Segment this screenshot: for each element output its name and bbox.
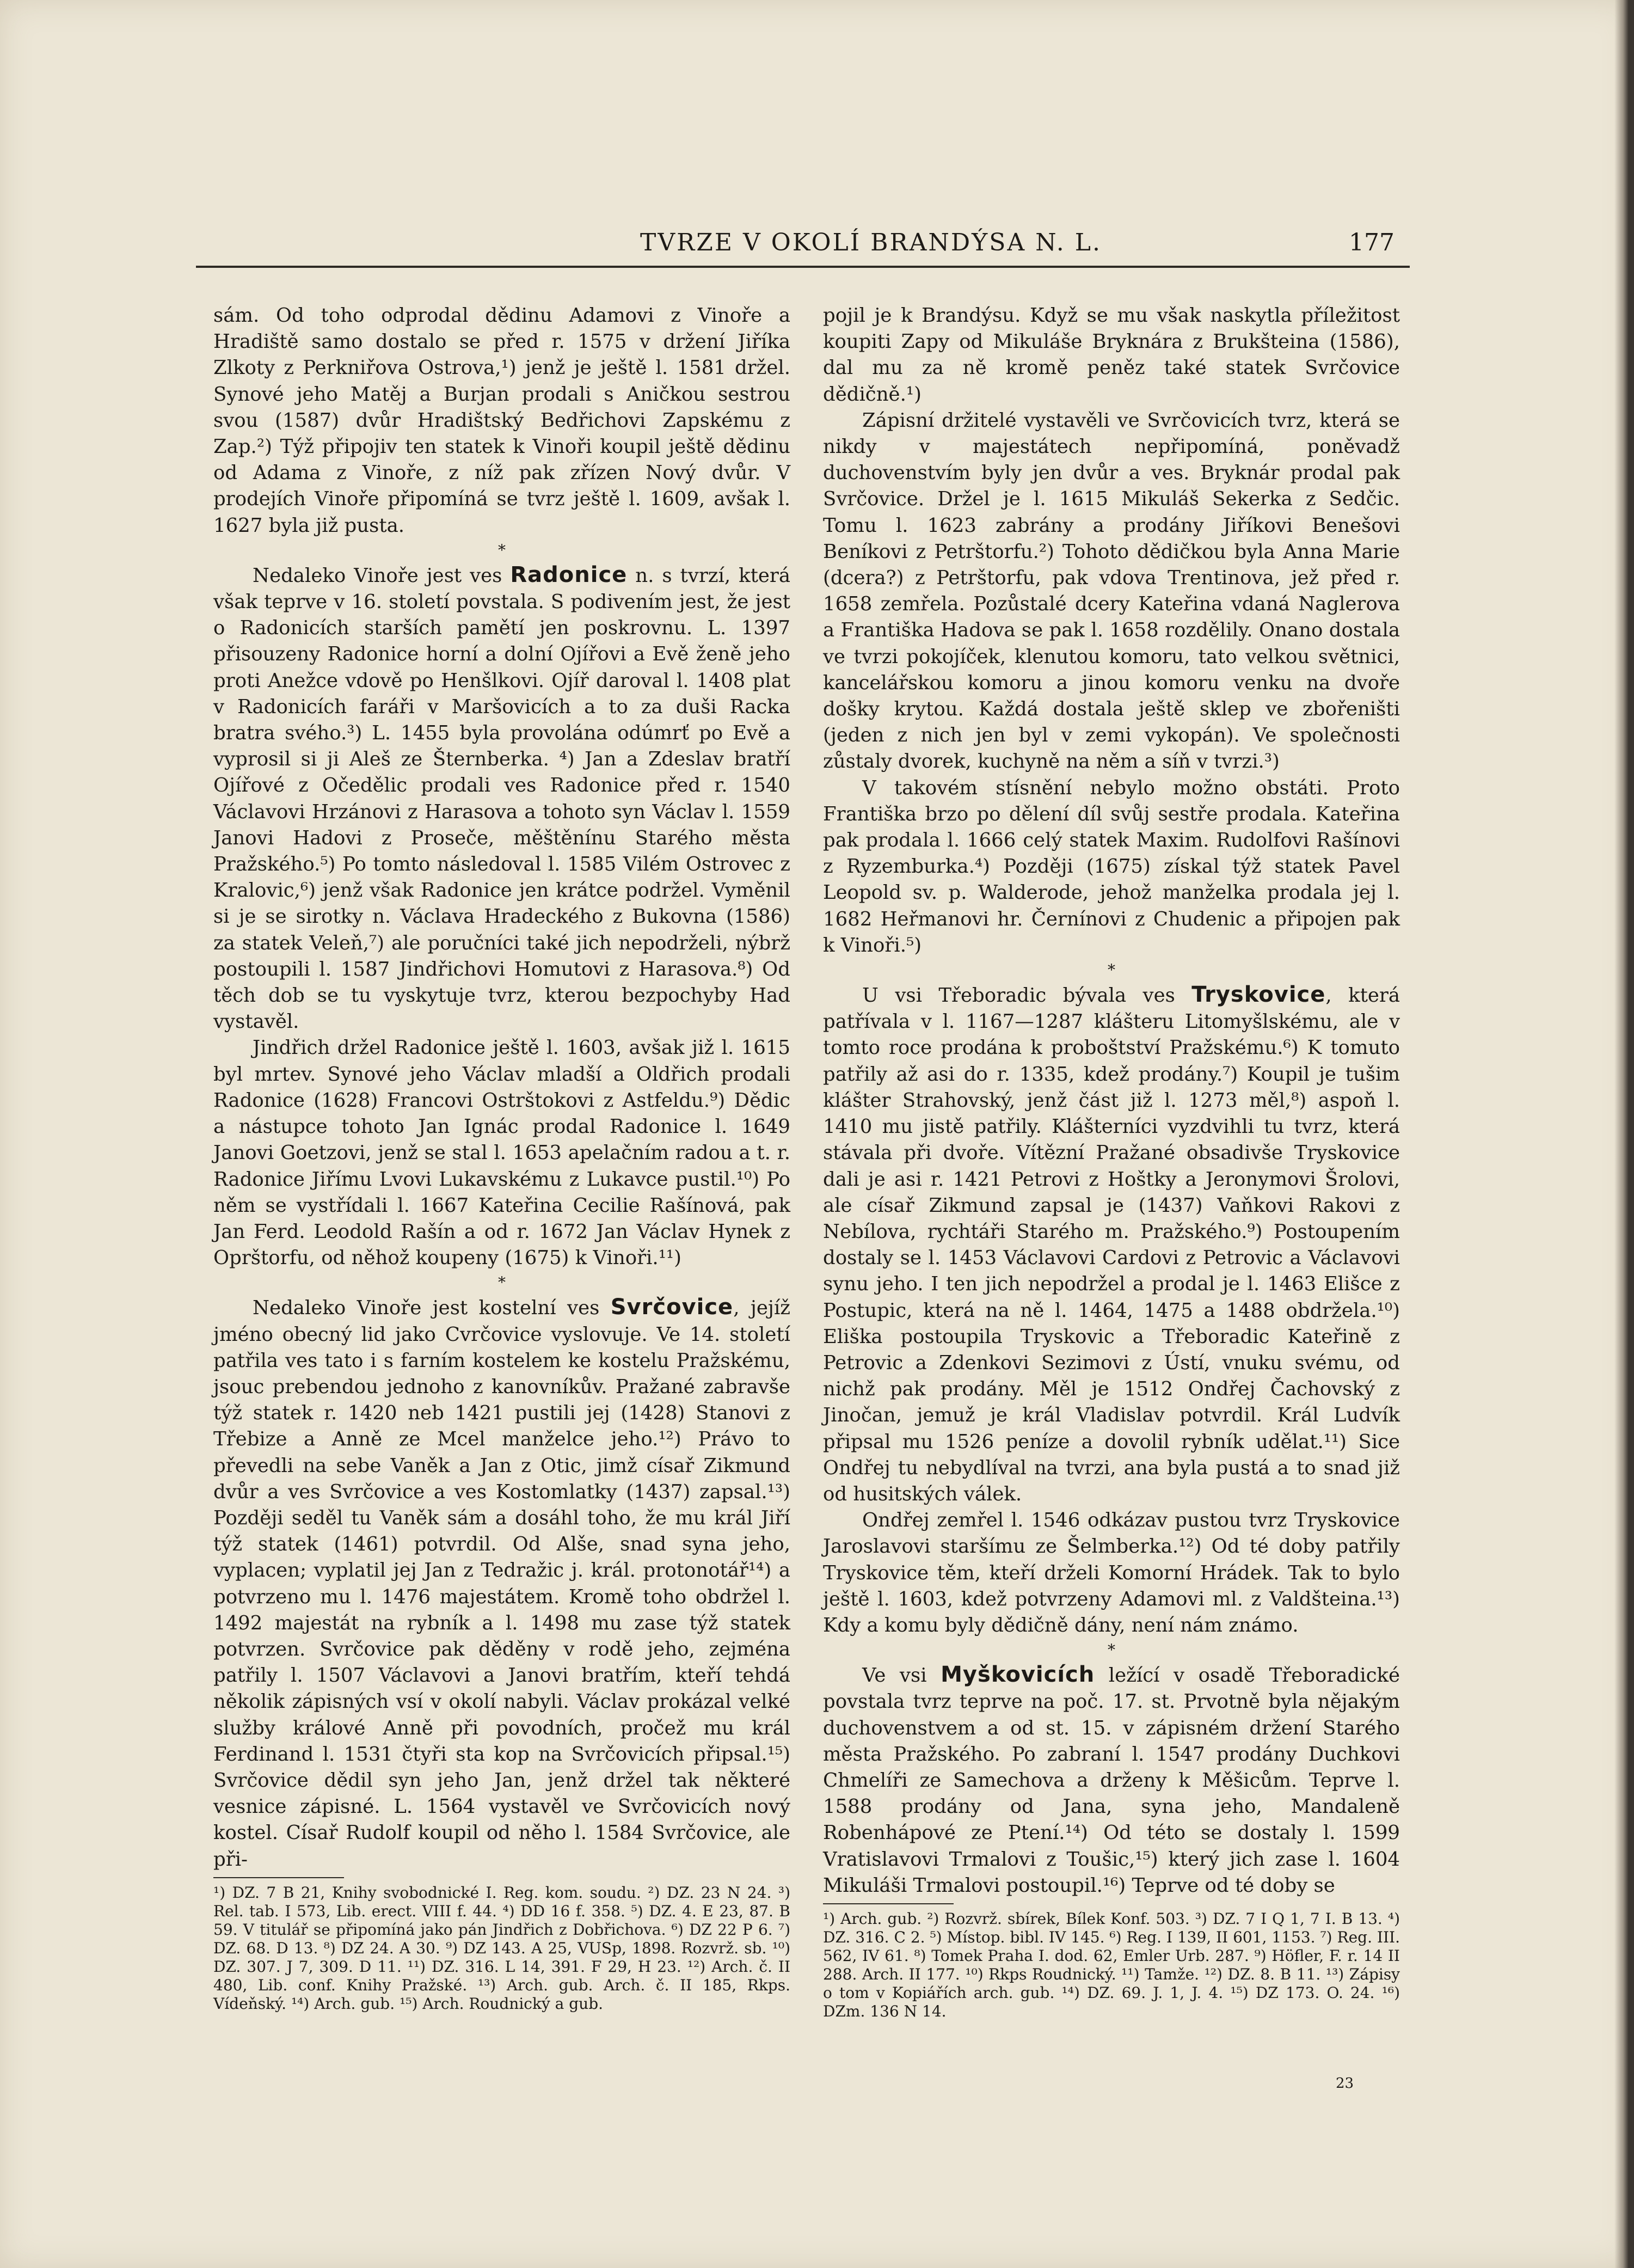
text: Ve vsi [862,1664,941,1687]
text: U vsi Třeboradic bývala ves [862,984,1192,1007]
right-column [823,303,1400,2021]
section-separator: * [1108,1641,1115,1659]
footnotes: ¹) DZ. 7 B 21, Knihy svobodnické I. Reg. kom. soudu. ²) DZ. 23 N 24. ³) Rel. tab. I 573, Lib. erect. VIII f. 44. ⁴) DD 16 f. 358. ⁵) DZ. 4. E 23, 87. B 59. V titulář se připomíná jako pán Jindřich z Dobřichova. ⁶) DZ 22 P 6. ⁷) DZ. 68. D 13. ⁸) DZ 24. A 30. ⁹) DZ 143. A 25, VUSp, 1898. Rozvrž. sb. ¹⁰) DZ. 307. J 7, 309. D 11. ¹¹) DZ. 316. L 14, 391. F 29, H 23. ¹²) Arch. č. II 480, Lib. conf. Knihy Pražské. ¹³) Arch. gub. Arch. č. II 185, Rkps. Vídeňský. ¹⁴) Arch. gub. ¹⁵) Arch. Roudnický a gub. [213,1883,790,2013]
paragraph: Zápisní držitelé vystavěli ve Svrčovicích tvrz, která se nikdy v majestátech nepřipomíná, poněvadž duchovenstvím byly jen dvůr a ves. Bryknár prodal pak Svrčovice. Držel je l. 1615 Mikuláš Sekerka z Sedčic. Tomu l. 1623 zabrány a prodány Jiříkovi Benešovi Beníkovi z Petrštorfu.²) Tohoto dědičkou byla Anna Marie (dcera?) z Petrštorfu, pak vdova Trentinova, jež před r. 1658 zemřela. Pozůstalé dcery Kateřina vdaná Naglerova a Františka Hadova se pak l. 1658 rozdělily. Onano dostala ve tvrzi pokojíček, klenutou komoru, tato velkou světnici, kancelářskou komoru a jinou komoru venku na dvoře došky krytou. Každá dostala ještě sklep ve zbořeništi (jeden z nich jen byl v zemi vykopán). Ve společnosti zůstaly dvorek, kuchyně na něm a síň v tvrzi.³) [823,409,1400,773]
book-spine-edge [1614,0,1634,2268]
paragraph [213,562,790,1035]
section-separator: * [498,541,506,559]
section-separator: * [1108,961,1115,979]
header-rule [196,266,1410,268]
section-heading-tryskovice: Tryskovice [1191,982,1326,1008]
running-title: TVRZE V OKOLÍ BRANDÝSA N. L. [640,229,1102,256]
paragraph: Ondřej zemřel l. 1546 odkázav pustou tvrz Tryskovice Jaroslavovi staršímu ze Šelmberka.¹²) Od té doby patřily Tryskovice těm, kteří drželi Komorní Hrádek. Tak to bylo ještě l. 1603, kdež potvrzeny Adamovi ml. z Valdšteina.¹³) Kdy a komu byly dědičně dány, není nám známo. [823,1509,1400,1636]
text: n. s tvrzí, která však teprve v 16. století povstala. S podivením jest, že jest o Radonicích starších pamětí jen poskrovnu. L. 1397 přisouzeny Radonice horní a dolní Ojířovi a Evě ženě jeho proti Anežce vdově po Henšlkovi. Ojíř daroval l. 1408 plat v Radonicích faráři v Maršovicích a to za duši Racka bratra svého.³) L. 1455 byla provolána odúmrť po Evě a vyprosil si ji Aleš ze Šternberka. ⁴) Jan a Zdeslav bratří Ojířové z Očedělic prodali ves Radonice před r. 1540 Václavovi Hrzánovi z Harasova a tohoto syn Václav l. 1559 Janovi Hadovi z Proseče, měštěnínu Starého města Pražského.⁵) Po tomto následoval l. 1585 Vilém Ostrovec z Kralovic,⁶) jenž však Radonice jen krátce podržel. Vyměnil si je se sirotky n. Václava Hradeckého z Bukovna (1586) za statek Veleň,⁷) ale poručníci také jich nepodrželi, nýbrž postoupili l. 1587 Jindřichovi Homutovi z Harasova.⁸) Od těch dob se tu vyskytuje tvrz, kterou bezpochyby Had vystavěl. [213,564,790,1033]
page-number: 177 [1349,229,1395,256]
text: , která patřívala v l. 1167—1287 klášteru Litomyšlskému, ale v tomto roce prodána k proboštství Pražskému.⁶) K tomuto patřily až asi do r. 1335, kdež prodány.⁷) Koupil je tušim klášter Strahovský, jenž část již l. 1273 měl,⁸) aspoň l. 1410 mu jistě patřily. Klášterníci vyzdvihli tu tvrz, která stávala při dvoře. Vítězní Pražané obsadivše Tryskovice dali je asi r. 1421 Petrovi z Hoštky a Jeronymovi Šrolovi, ale císař Zikmund zapsal je (1437) Vaňkovi Rakovi z Nebílova, rychtáři Starého m. Pražského.⁹) Postoupením dostaly se l. 1453 Václavovi Cardovi z Petrovic a Václavovi synu jeho. I ten jich nepodržel a prodal je l. 1463 Elišce z Postupic, která na ně l. 1464, 1475 a 1488 obdržela.¹⁰) Eliška postoupila Tryskovic a Třeboradic Kateřině z Petrovic a Zdenkovi Sezimovi z Ústí, vnuku svému, od nichž pak prodány. Měl je 1512 Ondřej Čachovský z Jinočan, jemuž je král Vladislav potvrdil. Král Ludvík připsal mu 1526 peníze a dovolil rybník udělat.¹¹) Sice Ondřej tu nebydlíval na tvrzi, ana byla pustá a to snad již od husitských válek. [823,984,1400,1505]
section-heading-svrcovice: Svrčovice [610,1295,734,1320]
paragraph [213,1294,790,1872]
printer-signature-mark: 23 [1336,2075,1354,2092]
left-column [213,303,790,2013]
section-separator: * [498,1273,506,1292]
section-heading-myskovicich: Myškovicích [941,1662,1095,1688]
text: Nedaleko Vinoře jest kostelní ves [253,1297,611,1320]
footnote-rule [823,1903,954,1904]
paragraph: pojil je k Brandýsu. Když se mu však naskytla příležitost koupiti Zapy od Mikuláše Bryknára z Brukšteina (1586), dal mu za ně kromě peněz také statek Svrčovice dědičně.¹) [823,304,1400,406]
paragraph: V takovém stísnění nebylo možno obstáti. Proto Františka brzo po dělení díl svůj sestře prodala. Kateřina pak prodala l. 1666 celý statek Maxim. Rudolfovi Rašínovi z Ryzemburka.⁴) Později (1675) získal týž statek Pavel Leopold sv. p. Walderode, jehož manželka prodala jej l. 1682 Heřmanovi hr. Černínovi z Chudenic a připojen pak k Vinoři.⁵) [823,776,1400,957]
paragraph [823,982,1400,1507]
paragraph: Jindřich držel Radonice ještě l. 1603, avšak již l. 1615 byl mrtev. Synové jeho Václav mladší a Oldřich prodali Radonice (1628) Francovi Ostrštokovi z Astfeldu.⁹) Dědic a nástupce tohoto Jan Ignác prodal Radonice l. 1649 Janovi Goetzovi, jenž se stal l. 1653 apelačním radou a t. r. Radonice Jiřímu Lvovi Lukavskému z Lukavce pustil.¹⁰) Po něm se vystřídali l. 1667 Kateřina Cecilie Rašínová, pak Jan Ferd. Leodold Rašín a od r. 1672 Jan Václav Hynek z Oprštorfu, od něhož koupeny (1675) k Vinoři.¹¹) [213,1037,790,1270]
text: ležící v osadě Třeboradické povstala tvrz teprve na poč. 17. st. Prvotně byla nějakým duchovenstvem a od st. 15. v zápisném držení Starého města Pražského. Po zabraní l. 1547 prodány Duchkovi Chmelíři ze Samechova a drženy k Měšicům. Teprve l. 1588 prodány od Jana, syna jeho, Mandaleně Robenhápové ze Ptení.¹⁴) Od této se dostaly l. 1599 Vratislavovi Trmalovi z Toušic,¹⁵) který jich zase l. 1604 Mikuláši Trmalovi postoupil.¹⁶) Teprve od té doby se [823,1664,1400,1897]
footnote-rule [213,1877,344,1878]
text: , jejíž jméno obecný lid jako Cvrčovice vyslovuje. Ve 14. století patřila ves tato i s farním kostelem ke kostelu Pražskému, jsouc prebendou jednoho z kanovníkův. Pražané zabravše týž statek r. 1420 neb 1421 pustili jej (1428) Stanovi z Třebize a Anně ze Mcel manželce jeho.¹²) Právo to převedli na sebe Vaněk a Jan z Otic, jimž císař Zikmund dvůr a ves Svrčovice a ves Kostomlatky (1437) zapsal.¹³) Později seděl tu Vaněk sám a dosáhl toho, že mu král Jiří týž statek (1461) potvrdil. Od Alše, snad syna jeho, vyplacen; vyplatil jej Jan z Tedražic j. král. protonotář¹⁴) a potvrzeno mu l. 1476 majestátem. Kromě toho obdržel l. 1492 majestát na rybník a l. 1498 mu zase týž statek potvrzen. Svrčovice pak děděny v rodě jeho, zejména patřily l. 1507 Václavovi a Janovi bratřím, kteří tehdá několik zápisných vsí v okolí nabyli. Václav prokázal velké služby králové Anně při povodních, pročež mu král Ferdinand l. 1531 čtyři sta kop na Svrčovicích připsal.¹⁵) Svrčovice dědil syn jeho Jan, jenž držel tak některé vesnice zápisné. L. 1564 vystavěl ve Svrčovicích nový kostel. Císař Rudolf koupil od něho l. 1584 Svrčovice, ale při- [213,1297,790,1871]
footnotes: ¹) Arch. gub. ²) Rozvrž. sbírek, Bílek Konf. 503. ³) DZ. 7 I Q 1, 7 I. B 13. ⁴) DZ. 316. C 2. ⁵) Místop. bibl. IV 145. ⁶) Reg. I 139, II 601, 1153. ⁷) Reg. III. 562, IV 61. ⁸) Tomek Praha I. dod. 62, Emler Urb. 287. ⁹) Höfler, F. r. 14 II 288. Arch. II 177. ¹⁰) Rkps Roudnický. ¹¹) Tamže. ¹²) DZ. 8. B 11. ¹³) Zápisy o tom v Kopiářích arch. gub. ¹⁴) DZ. 69. J. 1, J. 4. ¹⁵) DZ 173. O. 24. ¹⁶) DZm. 136 N 14. [823,1909,1400,2020]
paragraph: sám. Od toho odprodal dědinu Adamovi z Vinoře a Hradiště samo dostalo se před r. 1575 v držení Jiříka Zlkoty z Perkniřova Ostrova,¹) jenž je ještě l. 1581 držel. Synové jeho Matěj a Burjan prodali s Aničkou sestrou svou (1587) dvůr Hradištský Bedřichovi Zapskému z Zap.²) Týž připojiv ten statek k Vinoři koupil ještě dědinu od Adama z Vinoře, z níž pak zřízen Nový dvůr. V prodejích Vinoře připomíná se tvrz ještě l. 1609, avšak l. 1627 byla již pusta. [213,304,790,537]
paragraph [823,1662,1400,1899]
text: Nedaleko Vinoře jest ves [253,564,511,587]
section-heading-radonice: Radonice [510,562,628,587]
